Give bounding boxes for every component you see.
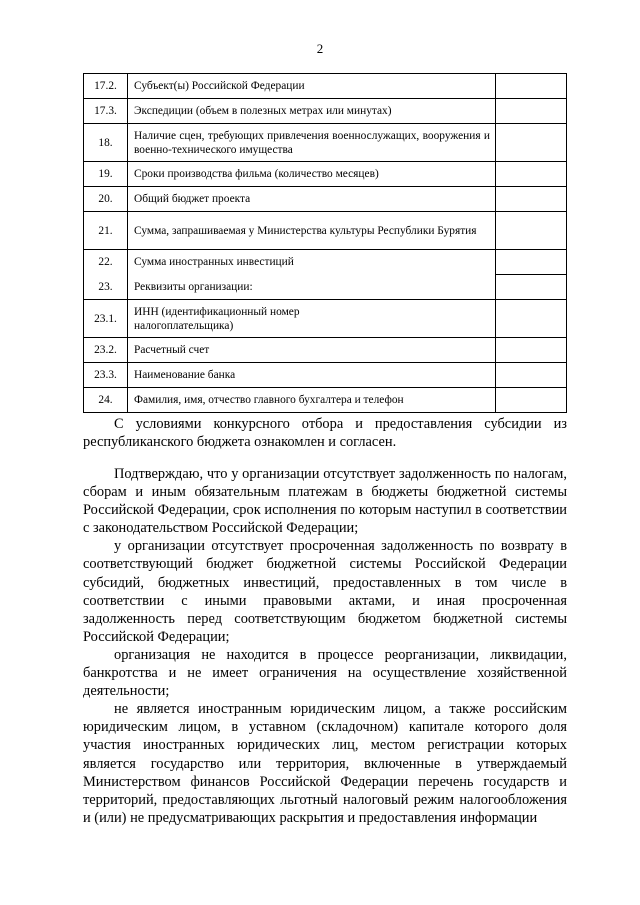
table-row xyxy=(84,124,567,162)
row-value-cell xyxy=(496,300,567,338)
table-row xyxy=(84,74,567,99)
row-number: 18. xyxy=(84,124,128,162)
table-row xyxy=(84,162,567,187)
table-row xyxy=(84,300,567,338)
row-number: 21. xyxy=(84,212,128,250)
row-number: 23.1. xyxy=(84,300,128,338)
row-label: Сроки производства фильма (количество месяцев) xyxy=(128,162,496,187)
table-row xyxy=(84,212,567,250)
row-value-cell xyxy=(496,212,567,250)
row-number: 17.2. xyxy=(84,74,128,99)
consent-paragraph: С условиями конкурсного отбора и предоставления субсидии из республиканского бюджета ознакомлен и согласен. xyxy=(83,416,567,451)
row-label: Общий бюджет проекта xyxy=(128,187,496,212)
row-label: Сумма, запрашиваемая у Министерства культуры Республики Бурятия xyxy=(128,212,496,250)
row-value-cell xyxy=(496,74,567,99)
foreign-entity-paragraph: не является иностранным юридическим лицом, а также российским юридическим лицом, в уставном (складочном) капитале которого доля участия иностранных юридических лиц, местом регистрации которых является государство или территория, включенные в утверждаемый Министерством финансов Российской Федерации перечень государств и территорий, предоставляющих льготный налоговый режим налогообложения и (или) не предусматривающих раскрытия и предоставления информации xyxy=(83,701,567,826)
row-label: Экспедиции (объем в полезных метрах или минутах) xyxy=(128,99,496,124)
row-number: 23. xyxy=(84,275,128,300)
row-number: 19. xyxy=(84,162,128,187)
table-row xyxy=(84,187,567,212)
row-value-cell xyxy=(496,99,567,124)
row-value-cell xyxy=(496,162,567,187)
row-number: 23.2. xyxy=(84,338,128,363)
row-number: 24. xyxy=(84,388,128,413)
row-number: 20. xyxy=(84,187,128,212)
page-number: 2 xyxy=(316,41,324,56)
table-row xyxy=(84,99,567,124)
row-number: 23.3. xyxy=(84,363,128,388)
row-label: Наименование банка xyxy=(128,363,496,388)
confirmation-block xyxy=(83,465,567,827)
row-label: Реквизиты организации: xyxy=(128,275,496,300)
consent-block xyxy=(83,415,567,451)
table-row xyxy=(84,363,567,388)
row-value-cell xyxy=(496,338,567,363)
table-row xyxy=(84,338,567,363)
table-row xyxy=(84,275,567,300)
confirm-paragraph: Подтверждаю, что у организации отсутствует задолженность по налогам, сборам и иным обязательным платежам в бюджеты бюджетной системы Российской Федерации, срок исполнения по которым наступил в соответствии с законодательством Российской Федерации; xyxy=(83,466,567,537)
row-label: Фамилия, имя, отчество главного бухгалтера и телефон xyxy=(128,388,496,413)
row-value-cell xyxy=(496,388,567,413)
row-value-cell xyxy=(496,250,567,275)
row-value-cell xyxy=(496,275,567,300)
row-value-cell xyxy=(496,124,567,162)
application-form-table xyxy=(83,73,567,413)
row-value-cell xyxy=(496,363,567,388)
row-label: Наличие сцен, требующих привлечения военнослужащих, вооружения и военно-технического имущества xyxy=(128,124,496,162)
table-row xyxy=(84,388,567,413)
reorganization-paragraph: организация не находится в процессе реорганизации, ликвидации, банкротства и не имеет ограничения на осуществление хозяйственной деятельности; xyxy=(83,646,567,700)
row-label: Субъект(ы) Российской Федерации xyxy=(128,74,496,99)
row-label: ИНН (идентификационный номер налогоплательщика) xyxy=(128,300,496,338)
row-number: 17.3. xyxy=(84,99,128,124)
row-value-cell xyxy=(496,187,567,212)
row-number: 22. xyxy=(84,250,128,275)
row-label: Сумма иностранных инвестиций xyxy=(128,250,496,275)
table-row xyxy=(84,250,567,275)
row-label: Расчетный счет xyxy=(128,338,496,363)
overdue-paragraph: у организации отсутствует просроченная задолженность по возврату в соответствующий бюджет бюджетной системы Российской Федерации субсидий, бюджетных инвестиций, предоставленных в том числе в соответствии с иными правовыми актами, и иная просроченная задолженность перед соответствующим бюджетом бюджетной системы Российской Федерации; xyxy=(83,538,567,645)
